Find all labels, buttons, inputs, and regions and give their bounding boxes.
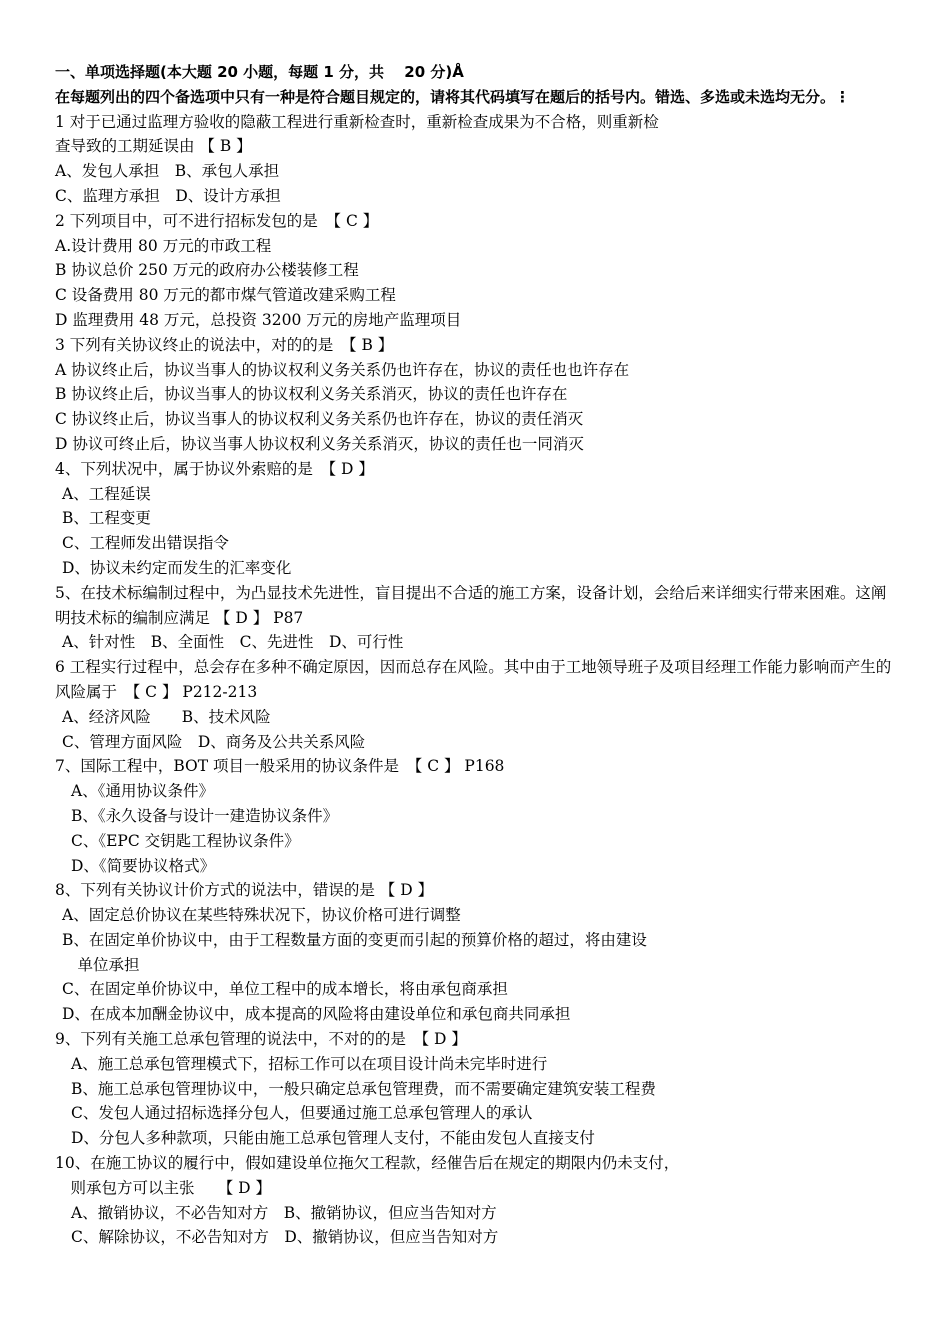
option-line: B、《永久设备与设计一建造协议条件》: [71, 806, 339, 825]
option-line: A、撤销协议，不必告知对方 B、撤销协议，但应当告知对方: [71, 1203, 497, 1222]
question-stem: 3 下列有关协议终止的说法中，对的的是 【 B 】: [55, 335, 394, 354]
question-6: [55, 655, 898, 754]
option-line: D 监理费用 48 万元，总投资 3200 万元的房地产监理项目: [55, 310, 462, 329]
instruction-text: 在每题列出的四个备选项中只有一种是符合题目规定的，请将其代码填写在题后的括号内。错选、多选或未选均无分。⋮: [55, 87, 851, 106]
option-line: C、发包人通过招标选择分包人，但要通过施工总承包管理人的承认: [71, 1104, 533, 1123]
option-line: 单位承担: [62, 955, 140, 974]
question-stem: 4、下列状况中，属于协议外索赔的是 【 D 】: [55, 459, 374, 478]
option-line: B、工程变更: [62, 509, 151, 528]
option-line: D 协议可终止后，协议当事人协议权利义务关系消灭，协议的责任也一同消灭: [55, 434, 584, 453]
option-line: D、在成本加酬金协议中，成本提高的风险将由建设单位和承包商共同承担: [62, 1005, 571, 1024]
option-line: C、监理方承担 D、设计方承担: [55, 186, 281, 205]
question-3: [55, 333, 898, 457]
option-line: B、施工总承包管理协议中，一般只确定总承包管理费，而不需要确定建筑安装工程费: [71, 1079, 656, 1098]
question-stem: 5、在技术标编制过程中，为凸显技术先进性，盲目提出不合适的施工方案，设备计划，会给后来详细实行带来困难。这阐明技术标的编制应满足 【 D 】 P87: [55, 583, 887, 627]
option-line: A、固定总价协议在某些特殊状况下，协议价格可进行调整: [62, 906, 461, 925]
question-1: [55, 110, 898, 209]
question-stem: 6 工程实行过程中，总会存在多种不确定原因，因而总存在风险。其中由于工地领导班子及项目经理工作能力影响而产生的风险属于 【 C 】 P212-213: [55, 658, 892, 701]
option-line: D、分包人多种款项，只能由施工总承包管理人支付，不能由发包人直接支付: [71, 1129, 595, 1148]
question-4: [55, 457, 898, 581]
question-stem: 7、国际工程中，BOT 项目一般采用的协议条件是 【 C 】 P168: [55, 757, 505, 776]
option-line: C 设备费用 80 万元的都市煤气管道改建采购工程: [55, 286, 396, 305]
option-line: B、在固定单价协议中，由于工程数量方面的变更而引起的预算价格的超过，将由建设: [62, 930, 647, 949]
question-stem: 1 对于已通过监理方验收的隐蔽工程进行重新检查时，重新检查成果为不合格，则重新检: [55, 112, 659, 131]
question-10: [55, 1151, 898, 1250]
option-line: C、《EPC 交钥匙工程协议条件》: [71, 831, 300, 850]
question-stem: 2 下列项目中，可不进行招标发包的是 【 C 】: [55, 211, 379, 230]
option-line: C、工程师发出错误指令: [62, 534, 229, 553]
option-line: A.设计费用 80 万元的市政工程: [55, 236, 272, 255]
option-line: B 协议终止后，协议当事人的协议权利义务关系消灭，协议的责任也许存在: [55, 385, 568, 404]
option-line: A、《通用协议条件》: [71, 782, 214, 801]
option-line: A、经济风险 B、技术风险: [62, 707, 271, 726]
question-9: [55, 1027, 898, 1151]
question-5: [55, 581, 898, 655]
option-line: C、在固定单价协议中，单位工程中的成本增长，将由承包商承担: [62, 980, 508, 999]
question-8: [55, 878, 898, 1027]
question-7: [55, 754, 898, 878]
question-stem: 10、在施工协议的履行中，假如建设单位拖欠工程款，经催告后在规定的期限内仍未支付，: [55, 1154, 680, 1173]
question-stem: 查导致的工期延误由 【 B 】: [55, 137, 252, 156]
question-2: [55, 209, 898, 333]
option-line: D、协议未约定而发生的汇率变化: [62, 558, 292, 577]
option-line: A、针对性 B、全面性 C、先进性 D、可行性: [62, 633, 404, 652]
option-line: D、《简要协议格式》: [71, 856, 216, 875]
section-title: 一、单项选择题(本大题 20 小题，每题 1 分，共 20 分)Å: [55, 63, 464, 81]
option-line: A 协议终止后，协议当事人的协议权利义务关系仍也许存在，协议的责任也也许存在: [55, 360, 630, 379]
question-stem: 则承包方可以主张 【 D 】: [55, 1178, 272, 1197]
option-line: A、施工总承包管理模式下，招标工作可以在项目设计尚未完毕时进行: [71, 1054, 548, 1073]
option-line: C 协议终止后，协议当事人的协议权利义务关系仍也许存在，协议的责任消灭: [55, 410, 584, 429]
option-line: C、解除协议，不必告知对方 D、撤销协议，但应当告知对方: [71, 1228, 499, 1247]
option-line: A、发包人承担 B、承包人承担: [55, 162, 280, 181]
question-stem: 8、下列有关协议计价方式的说法中，错误的是 【 D 】: [55, 881, 434, 900]
option-line: B 协议总价 250 万元的政府办公楼装修工程: [55, 261, 359, 280]
option-line: A、工程延误: [62, 484, 151, 503]
option-line: C、管理方面风险 D、商务及公共关系风险: [62, 732, 366, 751]
question-stem: 9、下列有关施工总承包管理的说法中，不对的的是 【 D 】: [55, 1030, 467, 1049]
